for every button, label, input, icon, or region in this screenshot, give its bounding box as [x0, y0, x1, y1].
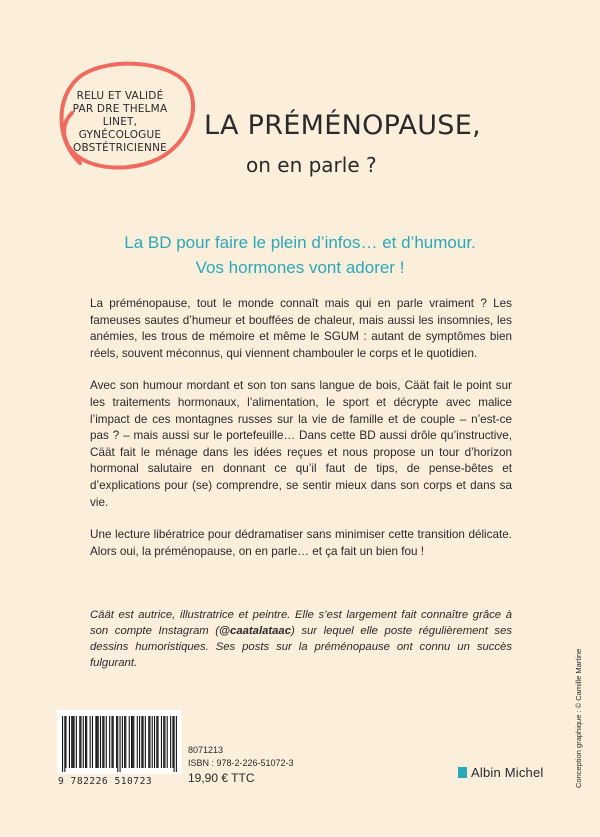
- barcode-bar: [176, 716, 177, 772]
- tagline: [80, 230, 520, 280]
- barcode-bar: [100, 716, 101, 768]
- tagline-line: Vos hormones vont adorer !: [195, 258, 405, 277]
- design-credit: Conception graphique : © Camille Martine: [574, 648, 583, 788]
- barcode-bar: [109, 716, 110, 768]
- barcode-bar: [157, 716, 158, 768]
- barcode-bar: [85, 716, 86, 768]
- barcode-bar: [152, 716, 153, 768]
- barcode-bar: [172, 716, 173, 768]
- barcode-digits: 9 782226 510723: [58, 776, 153, 787]
- barcode-bar: [62, 716, 63, 772]
- barcode-bar: [164, 716, 165, 768]
- barcode-bar: [103, 716, 104, 768]
- barcode-bar: [125, 716, 126, 768]
- author-bio: [90, 607, 512, 671]
- barcode-bars: [62, 716, 177, 772]
- barcode-bar: [97, 716, 98, 768]
- isbn: ISBN : 978-2-226-51072-3: [188, 758, 294, 768]
- book-subtitle: on en parle ?: [246, 153, 377, 177]
- barcode-bar: [167, 716, 168, 768]
- stamp-line: RELU ET VALIDÉ: [76, 90, 164, 102]
- blurb: [90, 296, 512, 576]
- blurb-paragraph: La préménopause, tout le monde connaît mais qui en parle vraiment ? Les fameuses sautes d’humeur et bouffées de chaleur, mais aussi les insomnies, les anémies, les trous de mémoire et même le SGUM : autant de symptômes bien réels, souvent méconnus, qui viennent chambouler le corps et le quotidien.: [90, 297, 512, 360]
- barcode-bar: [95, 716, 96, 768]
- stamp-line: GYNÉCOLOGUE: [78, 129, 162, 141]
- barcode-bar: [161, 716, 162, 768]
- publisher-mark-icon: [458, 767, 467, 778]
- book-meta: [188, 744, 294, 770]
- barcode-bar: [149, 716, 150, 768]
- barcode-bar: [64, 716, 65, 772]
- barcode-bar: [98, 716, 99, 768]
- barcode-bar: [92, 716, 93, 768]
- barcode-bar: [65, 716, 66, 768]
- book-title: LA PRÉMÉNOPAUSE,: [204, 110, 481, 141]
- barcode-bar: [154, 716, 155, 768]
- barcode-bar: [116, 716, 117, 768]
- barcode-bar: [132, 716, 133, 768]
- blurb-paragraph: Une lecture libératrice pour dédramatiser sans minimiser cette transition délicate. Alors oui, la préménopause, on en parle… et ça fait un bien fou !: [90, 528, 512, 558]
- barcode-bar: [120, 716, 121, 772]
- barcode-bar: [80, 716, 81, 768]
- barcode-bar: [148, 716, 149, 768]
- barcode-bar: [113, 716, 114, 768]
- barcode-bar: [122, 716, 123, 768]
- barcode-bar: [74, 716, 75, 768]
- barcode-bar: [111, 716, 112, 768]
- barcode-bar: [69, 716, 70, 768]
- barcode-bar: [124, 716, 125, 768]
- publisher-logo: [458, 765, 544, 780]
- barcode-bar: [133, 716, 134, 768]
- barcode-bar: [86, 716, 87, 768]
- tagline-line: La BD pour faire le plein d’infos… et d’humour.: [124, 233, 476, 252]
- product-code: 8071213: [188, 745, 224, 755]
- barcode-bar: [102, 716, 103, 768]
- barcode-bar: [163, 716, 164, 768]
- barcode-bar: [79, 716, 80, 768]
- stamp-line: OBSTÉTRICIENNE: [72, 142, 167, 154]
- bio-text: Cäät est autrice, illustratrice et peintre. Elle s’est largement fait connaître grâce à son compte Instagram (: [90, 609, 512, 637]
- stamp-line: PAR DRE THELMA LINET,: [72, 103, 168, 128]
- blurb-paragraph: Avec son humour mordant et son ton sans langue de bois, Cäät fait le point sur les traitements hormonaux, l’alimentation, le sport et décrypte avec malice l’impact de ces montagnes russes sur la vie de famille et de couple – n’est-ce pas ? – mais aussi sur le portefeuille… Dans cette BD aussi drôle qu’instructive, Cäät fait le ménage dans les idées reçues et nous propose un tour d’horizon hormonal salutaire en donnant ce qu’il faut de tips, de pense-bêtes et d’explications pour (se) comprendre, se sentir mieux dans son corps et dans sa vie.: [90, 379, 512, 509]
- barcode-bar: [72, 716, 73, 768]
- barcode-bar: [83, 716, 84, 768]
- barcode-bar: [76, 716, 77, 768]
- barcode-bar: [129, 716, 130, 768]
- barcode-bar: [141, 716, 142, 768]
- price: 19,90 € TTC: [188, 771, 255, 785]
- barcode-bar: [170, 716, 171, 768]
- barcode-bar: [71, 716, 72, 768]
- barcode-bar: [131, 716, 132, 768]
- barcode-bar: [145, 716, 146, 768]
- barcode-bar: [156, 716, 157, 768]
- barcode-bar: [137, 716, 138, 768]
- barcode-bar: [143, 716, 144, 768]
- validation-stamp: [66, 90, 174, 155]
- barcode-bar: [106, 716, 107, 768]
- barcode-bar: [117, 716, 118, 772]
- barcode: [57, 710, 182, 774]
- barcode-bar: [174, 716, 175, 772]
- instagram-handle: @caatalataac: [219, 625, 291, 637]
- publisher-name: Albin Michel: [471, 765, 544, 780]
- barcode-bar: [139, 716, 140, 768]
- barcode-bar: [90, 716, 91, 768]
- bio-text: ) sur lequel elle poste régulièrement ses dessins humoristiques. Ses posts sur la préménopause ont connu un succès fulgurant.: [90, 625, 513, 669]
